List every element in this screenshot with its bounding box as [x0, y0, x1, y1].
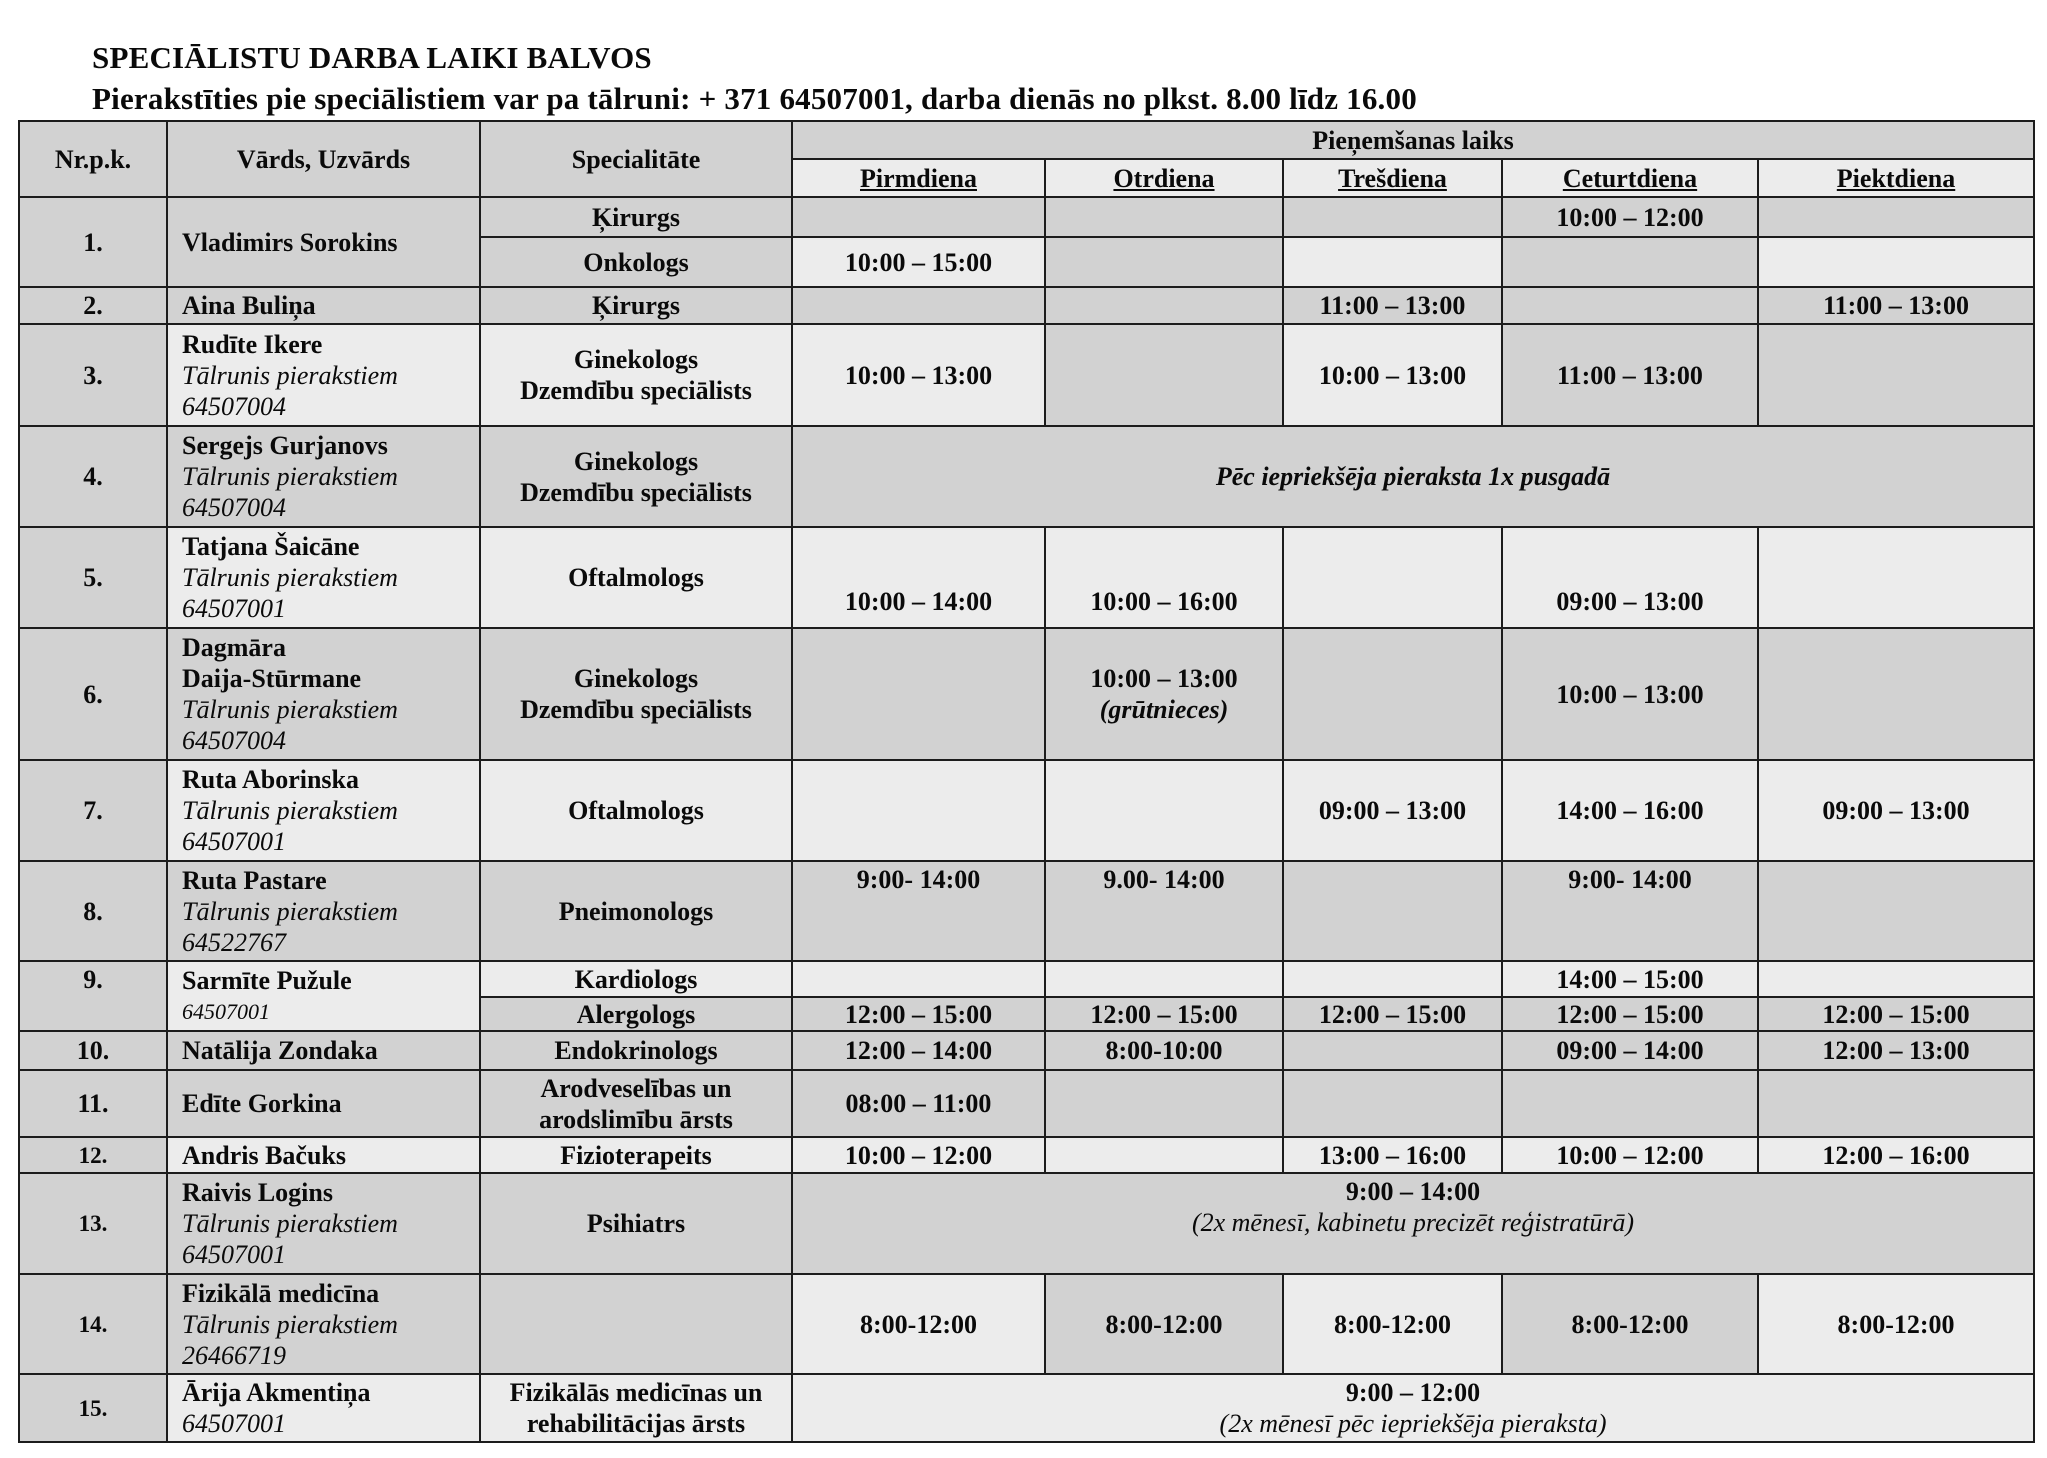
doctor-name: Fizikālā medicīna: [182, 1278, 380, 1308]
header-day-wednesday: Trešdiena: [1283, 159, 1502, 197]
doctor-name: Rudīte Ikere: [182, 329, 323, 359]
table-row: [19, 1031, 2034, 1070]
header-reception: Pieņemšanas laiks: [792, 121, 2034, 159]
schedule-cell: [792, 1173, 2034, 1274]
header-day-friday: Piektdiena: [1758, 159, 2034, 197]
time-monday: 12:00 – 15:00: [792, 997, 1045, 1031]
row-number: 3.: [19, 324, 167, 426]
time-friday: 12:00 – 13:00: [1758, 1031, 2034, 1070]
doctor-name: Aina Buliņa: [167, 287, 480, 324]
time-friday: [1758, 527, 2034, 628]
doctor-cell: [167, 527, 480, 628]
time-thursday: 9:00- 14:00: [1502, 861, 1758, 961]
doctor-name: Andris Bačuks: [167, 1137, 480, 1173]
time-tuesday: 9.00- 14:00: [1045, 861, 1283, 961]
phone-label: Tālrunis pierakstiem: [182, 360, 398, 390]
time-thursday: [1502, 237, 1758, 287]
header-nr: Nr.p.k.: [19, 121, 167, 197]
phone-number: 64507001: [182, 594, 286, 623]
time-tuesday: [1045, 961, 1283, 997]
specialty: [480, 1274, 792, 1374]
row-number: 7.: [19, 760, 167, 861]
time-friday: [1758, 237, 2034, 287]
time-thursday: 10:00 – 12:00: [1502, 197, 1758, 237]
doctor-name: Daija-Stūrmane: [182, 664, 362, 693]
time-thursday: 12:00 – 15:00: [1502, 997, 1758, 1031]
doctor-name: Tatjana Šaicāne: [182, 532, 360, 561]
table-row: [19, 1070, 2034, 1137]
time-wednesday: [1283, 527, 1502, 628]
phone-number: 64507001: [182, 1409, 286, 1438]
specialty: Ginekologs: [573, 446, 699, 476]
time-tuesday: [1045, 760, 1283, 861]
doctor-name: Dagmāra: [182, 633, 286, 662]
time-friday: [1758, 628, 2034, 760]
time-thursday: [1502, 1070, 1758, 1137]
row-number: 8.: [19, 861, 167, 961]
phone-label: Tālrunis pierakstiem: [182, 563, 398, 592]
time-tuesday: [1045, 1070, 1283, 1137]
specialty-cell: [480, 628, 792, 760]
phone-number: 64507001: [182, 1240, 286, 1269]
table-row: [19, 324, 2034, 426]
time-friday: [1758, 197, 2034, 237]
time-monday: 10:00 – 12:00: [792, 1137, 1045, 1173]
document-title: SPECIĀLISTU DARBA LAIKI BALVOS: [92, 40, 652, 75]
specialty: Fizikālās medicīnas un: [509, 1378, 763, 1407]
time-thursday: 10:00 – 12:00: [1502, 1137, 1758, 1173]
time-thursday: 09:00 – 13:00: [1502, 527, 1758, 628]
time-wednesday: [1283, 237, 1502, 287]
specialty-cell: [480, 324, 792, 426]
doctor-cell: [167, 760, 480, 861]
row-number: 11.: [19, 1070, 167, 1137]
phone-number: 64507001: [182, 827, 286, 856]
doctor-cell: [167, 324, 480, 426]
row-number: 14.: [19, 1274, 167, 1374]
doctor-cell: [167, 861, 480, 961]
row-number: 6.: [19, 628, 167, 760]
schedule-time: 9:00 – 12:00: [1345, 1378, 1481, 1407]
specialty: Ginekologs: [573, 345, 699, 374]
specialty: Oftalmologs: [480, 760, 792, 861]
document-subtitle: Pierakstīties pie speciālistiem var pa tālruni: + 371 64507001, darba dienās no plkst. 8.00 līdz 16.00: [92, 81, 1417, 116]
time-monday: [792, 628, 1045, 760]
schedule-note: (2x mēnesī pēc iepriekšēja pieraksta): [1219, 1409, 1607, 1438]
time-monday: [792, 197, 1045, 237]
time-wednesday: [1283, 1070, 1502, 1137]
table-row: [19, 197, 2034, 237]
time-tuesday: [1045, 324, 1283, 426]
row-number: 12.: [19, 1137, 167, 1173]
row-number: 5.: [19, 527, 167, 628]
phone-number: 26466719: [182, 1340, 286, 1370]
specialty: Dzemdību speciālists: [520, 695, 752, 724]
phone-number: 64507001: [182, 999, 270, 1024]
phone-label: Tālrunis pierakstiem: [182, 1309, 398, 1339]
time-wednesday: 8:00-12:00: [1283, 1274, 1502, 1374]
specialty-cell: [480, 1070, 792, 1137]
row-number: 10.: [19, 1031, 167, 1070]
doctor-name: Natālija Zondaka: [167, 1031, 480, 1070]
time-wednesday: [1283, 961, 1502, 997]
row-number: 2.: [19, 287, 167, 324]
time-thursday: 14:00 – 16:00: [1502, 760, 1758, 861]
time-tuesday: 8:00-10:00: [1045, 1031, 1283, 1070]
phone-label: Tālrunis pierakstiem: [182, 695, 398, 724]
specialty-cell: [480, 1374, 792, 1442]
table-row: [19, 527, 2034, 628]
schedule-cell: [792, 1374, 2034, 1442]
doctor-name: Sergejs Gurjanovs: [182, 431, 388, 460]
time-tuesday: [1045, 1137, 1283, 1173]
doctor-cell: [167, 1274, 480, 1374]
doctor-cell: [167, 1173, 480, 1274]
phone-label: Tālrunis pierakstiem: [182, 796, 398, 825]
specialty: Kardiologs: [480, 961, 792, 997]
time-tuesday: [1045, 287, 1283, 324]
table-row: [19, 760, 2034, 861]
doctor-name: Sarmīte Pužule: [182, 966, 352, 995]
time-monday: [792, 760, 1045, 861]
phone-number: 64507004: [182, 493, 286, 522]
time-wednesday: 09:00 – 13:00: [1283, 760, 1502, 861]
schedule-table: [18, 120, 2035, 1443]
time-wednesday: [1283, 1031, 1502, 1070]
row-number: 15.: [19, 1374, 167, 1442]
time-monday: 08:00 – 11:00: [792, 1070, 1045, 1137]
row-number: 9.: [19, 961, 167, 1031]
time-monday: [792, 287, 1045, 324]
specialty: Ginekologs: [573, 664, 699, 693]
table-row: [19, 426, 2034, 527]
table-row: [19, 1374, 2034, 1442]
doctor-name: Vladimirs Sorokins: [167, 197, 480, 287]
schedule-time: 9:00 – 14:00: [1345, 1177, 1481, 1206]
time-monday: [792, 961, 1045, 997]
specialty: Oftalmologs: [480, 527, 792, 628]
doctor-cell: [167, 628, 480, 760]
time-tuesday-note: (grūtnieces): [1099, 695, 1229, 724]
specialty: arodslimību ārsts: [539, 1104, 733, 1134]
specialty: Endokrinologs: [480, 1031, 792, 1070]
time-tuesday: [1045, 197, 1283, 237]
time-monday: 10:00 – 14:00: [792, 527, 1045, 628]
specialty: Pneimonologs: [480, 861, 792, 961]
specialty: Psihiatrs: [480, 1173, 792, 1274]
document-heading: [92, 38, 1417, 120]
specialty: Alergologs: [480, 997, 792, 1031]
doctor-name: Edīte Gorkina: [167, 1070, 480, 1137]
phone-number: 64507004: [182, 726, 286, 755]
phone-number: 64507004: [182, 391, 286, 421]
time-monday: 9:00- 14:00: [792, 861, 1045, 961]
row-number: 4.: [19, 426, 167, 527]
time-tuesday: 12:00 – 15:00: [1045, 997, 1283, 1031]
doctor-name: Raivis Logins: [182, 1178, 333, 1207]
time-friday: 09:00 – 13:00: [1758, 760, 2034, 861]
specialty: Dzemdību speciālists: [520, 477, 752, 507]
time-thursday: 09:00 – 14:00: [1502, 1031, 1758, 1070]
header-name: Vārds, Uzvārds: [167, 121, 480, 197]
time-tuesday: 10:00 – 13:00: [1090, 664, 1238, 693]
time-wednesday: [1283, 861, 1502, 961]
phone-label: Tālrunis pierakstiem: [182, 462, 398, 491]
time-friday: 12:00 – 15:00: [1758, 997, 2034, 1031]
time-wednesday: 12:00 – 15:00: [1283, 997, 1502, 1031]
phone-label: Tālrunis pierakstiem: [182, 1209, 398, 1238]
specialty: Ķirurgs: [480, 287, 792, 324]
header-day-monday: Pirmdiena: [792, 159, 1045, 197]
specialty: Dzemdību speciālists: [520, 376, 752, 405]
specialty: Ķirurgs: [480, 197, 792, 237]
time-thursday: 14:00 – 15:00: [1502, 961, 1758, 997]
time-monday: 10:00 – 13:00: [792, 324, 1045, 426]
schedule-note: Pēc iepriekšēja pieraksta 1x pusgadā: [792, 426, 2034, 527]
table-row: [19, 861, 2034, 961]
time-wednesday: [1283, 628, 1502, 760]
specialty: Onkologs: [480, 237, 792, 287]
header-day-thursday: Ceturtdiena: [1502, 159, 1758, 197]
time-tuesday: [1045, 237, 1283, 287]
time-tuesday: 8:00-12:00: [1045, 1274, 1283, 1374]
time-friday: 12:00 – 16:00: [1758, 1137, 2034, 1173]
schedule-note: (2x mēnesī, kabinetu precizēt reģistratūrā): [1191, 1208, 1635, 1237]
table-row: [19, 1173, 2034, 1274]
doctor-name: Ārija Akmentiņa: [182, 1378, 371, 1407]
header-row: [19, 121, 2034, 159]
table-row: [19, 628, 2034, 760]
phone-number: 64522767: [182, 927, 286, 957]
row-number: 13.: [19, 1173, 167, 1274]
specialty: Fizioterapeits: [480, 1137, 792, 1173]
row-number: 1.: [19, 197, 167, 287]
doctor-cell: [167, 1374, 480, 1442]
specialty-cell: [480, 426, 792, 527]
time-wednesday: [1283, 197, 1502, 237]
table-row: [19, 961, 2034, 997]
time-monday: 8:00-12:00: [792, 1274, 1045, 1374]
time-friday: [1758, 861, 2034, 961]
time-wednesday: 11:00 – 13:00: [1283, 287, 1502, 324]
time-friday: 11:00 – 13:00: [1758, 287, 2034, 324]
time-thursday: 8:00-12:00: [1502, 1274, 1758, 1374]
time-tuesday-cell: [1045, 628, 1283, 760]
header-specialty: Specialitāte: [480, 121, 792, 197]
time-thursday: 11:00 – 13:00: [1502, 324, 1758, 426]
phone-label: Tālrunis pierakstiem: [182, 896, 398, 926]
specialty: Arodveselības un: [540, 1073, 732, 1103]
doctor-name: Ruta Aborinska: [182, 765, 359, 794]
doctor-cell: [167, 426, 480, 527]
time-wednesday: 10:00 – 13:00: [1283, 324, 1502, 426]
doctor-cell: [167, 961, 480, 1031]
time-friday: [1758, 324, 2034, 426]
header-day-tuesday: Otrdiena: [1045, 159, 1283, 197]
time-friday: [1758, 1070, 2034, 1137]
time-thursday: 10:00 – 13:00: [1502, 628, 1758, 760]
table-row: [19, 1274, 2034, 1374]
time-monday: 10:00 – 15:00: [792, 237, 1045, 287]
doctor-name: Ruta Pastare: [182, 865, 327, 895]
time-friday: 8:00-12:00: [1758, 1274, 2034, 1374]
time-thursday: [1502, 287, 1758, 324]
time-friday: [1758, 961, 2034, 997]
table-row: [19, 1137, 2034, 1173]
specialty: rehabilitācijas ārsts: [526, 1409, 746, 1438]
table-row: [19, 287, 2034, 324]
time-tuesday: 10:00 – 16:00: [1045, 527, 1283, 628]
time-monday: 12:00 – 14:00: [792, 1031, 1045, 1070]
time-wednesday: 13:00 – 16:00: [1283, 1137, 1502, 1173]
